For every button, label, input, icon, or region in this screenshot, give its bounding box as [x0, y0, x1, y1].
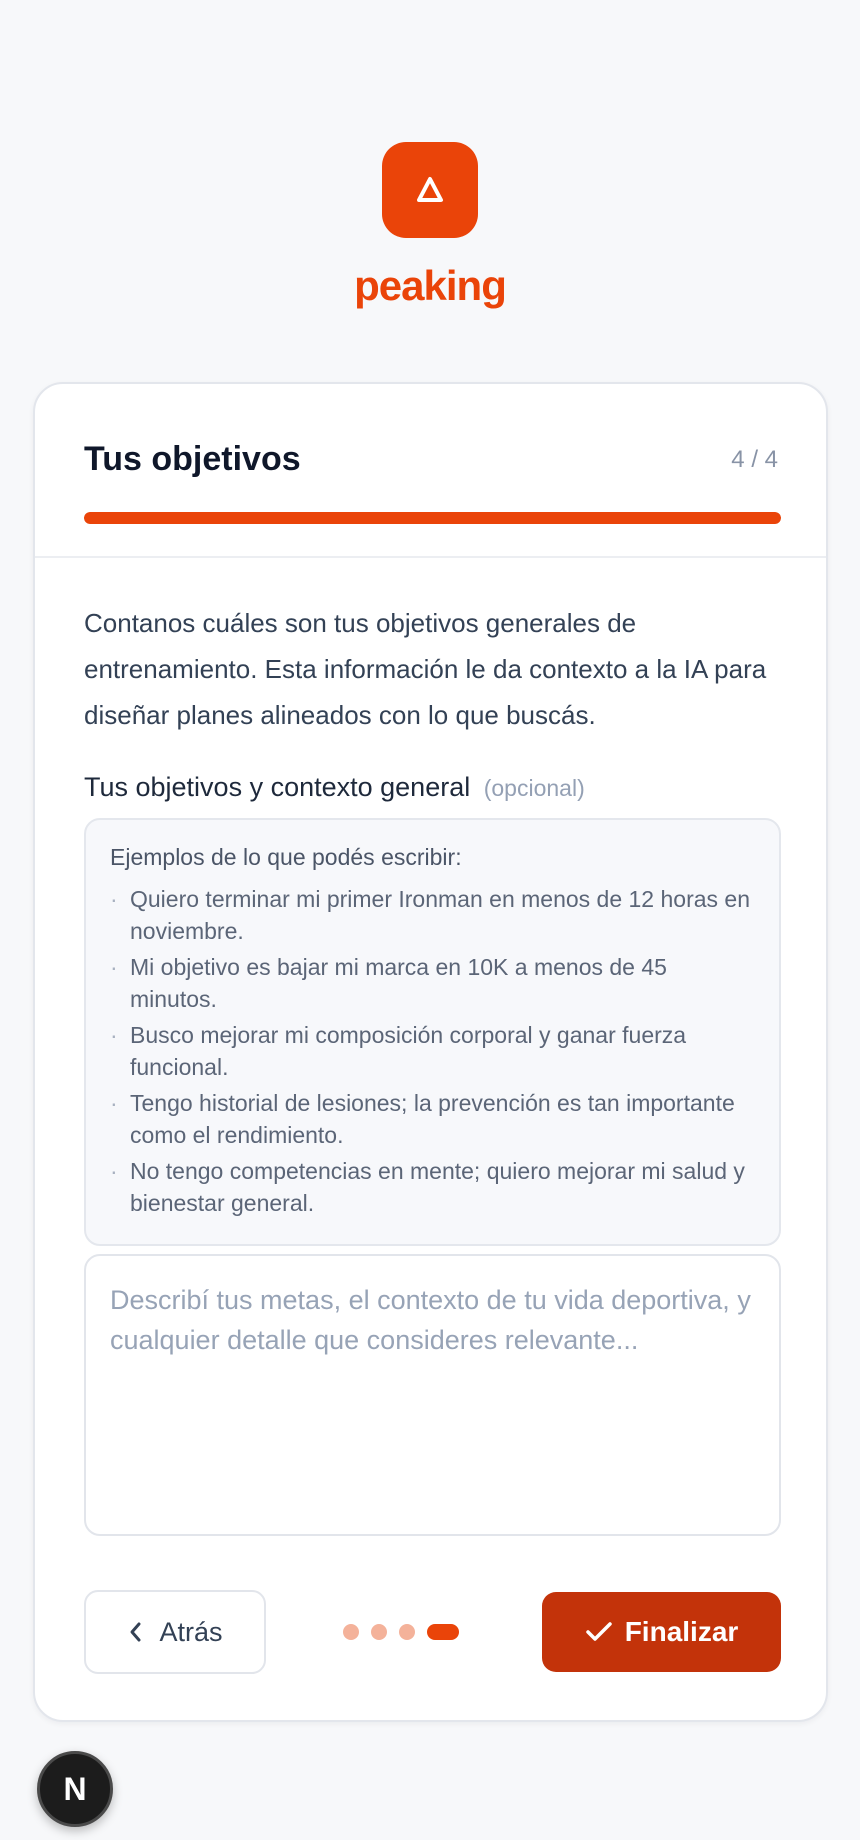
brand-logo	[382, 142, 478, 238]
step-dot-2	[371, 1624, 387, 1640]
step-dot-3	[399, 1624, 415, 1640]
examples-box	[84, 818, 781, 1246]
onboarding-card	[33, 382, 828, 1722]
check-icon	[585, 1620, 613, 1644]
goals-field-label	[84, 772, 585, 803]
finish-button[interactable]	[542, 1592, 781, 1672]
card-title: Tus objetivos	[84, 440, 301, 478]
progress-bar	[84, 512, 781, 524]
nextjs-dev-badge[interactable]	[37, 1751, 113, 1827]
chevron-left-icon	[127, 1621, 145, 1643]
intro-text: Contanos cuáles son tus objetivos generales de entrenamiento. Esta información le da contexto a la IA para diseñar planes alineados con lo que buscás.	[84, 608, 767, 730]
step-dot-4	[427, 1624, 459, 1640]
example-item: · Busco mejorar mi composición corporal y ganar fuerza funcional.	[110, 1019, 755, 1083]
back-button-label: Atrás	[159, 1616, 223, 1647]
progress-bar-fill	[84, 512, 781, 524]
triangle-icon	[413, 173, 447, 207]
card-header	[35, 384, 826, 558]
example-item: · Tengo historial de lesiones; la prevención es tan importante como el rendimiento.	[110, 1087, 755, 1151]
goals-field-label-text: Tus objetivos y contexto general	[84, 772, 471, 802]
dev-badge-letter: N	[63, 1770, 87, 1807]
step-dot-1	[343, 1624, 359, 1640]
examples-list	[110, 883, 755, 1219]
brand-name: peaking	[354, 262, 506, 309]
step-dots	[343, 1624, 459, 1640]
example-item: · No tengo competencias en mente; quiero mejorar mi salud y bienestar general.	[110, 1155, 755, 1219]
example-item: · Mi objetivo es bajar mi marca en 10K a menos de 45 minutos.	[110, 951, 755, 1015]
optional-tag: (opcional)	[483, 775, 585, 801]
example-item: · Quiero terminar mi primer Ironman en menos de 12 horas en noviembre.	[110, 883, 755, 947]
goals-textarea[interactable]	[84, 1254, 781, 1536]
back-button[interactable]	[84, 1590, 266, 1674]
finish-button-label: Finalizar	[624, 1616, 739, 1647]
examples-title: Ejemplos de lo que podés escribir:	[110, 844, 462, 870]
step-counter: 4 / 4	[731, 446, 778, 473]
